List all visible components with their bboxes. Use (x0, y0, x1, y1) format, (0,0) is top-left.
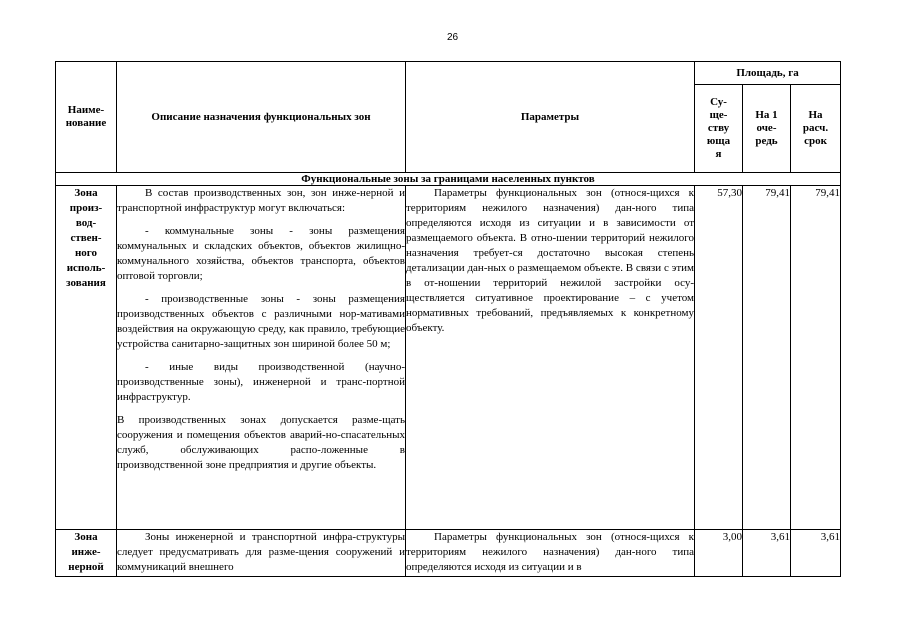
header-area: Площадь, га (695, 62, 841, 85)
zone-description (117, 186, 406, 530)
table-row (56, 186, 841, 530)
description-paragraph: Зоны инженерной и транспортной инфра-структуры следует предусматривать для разме-щения сооружений и коммуникаций внешнего (117, 531, 405, 573)
functional-zones-table (55, 61, 841, 577)
parameters-text: Параметры функциональных зон (относя-щихся к территориям нежилого назначения) дан-ного типа определяются исходя из ситуации и в (406, 531, 694, 573)
description-paragraph: - коммунальные зоны - зоны размещения коммунальных и складских объектов, объектов жилищно-коммунального хозяйства, объектов транспорта, объектов оптовой торговли; (117, 225, 405, 282)
header-first-stage: На 1 оче- редь (743, 85, 791, 173)
header-name: Наиме- нование (56, 62, 117, 173)
header-estimated: На расч. срок (791, 85, 841, 173)
description-paragraph: В производственных зонах допускается разме-щать сооружения и помещения объектов аварий-но-спасательных служб, обслуживающих распо-ложенные в производственной зоне предприятия и другие объекты. (117, 414, 405, 471)
header-description: Описание назначения функциональных зон (117, 62, 406, 173)
description-paragraph: - иные виды производственной (научно-производственные зоны), инженерной и транс-портной инфраструктур. (117, 361, 405, 403)
description-paragraph: - производственные зоны - зоны размещения производственных объектов с различными нор-мативами воздействия на окружающую среду, как правило, требующие устройства санитарно-защитных зон шириной более 50 м; (117, 293, 405, 350)
area-existing: 3,00 (695, 530, 743, 577)
table-row (56, 530, 841, 577)
description-paragraph: В состав производственных зон, зон инже-нерной и транспортной инфраструктур могут включаться: (117, 187, 405, 214)
area-estimated: 3,61 (791, 530, 841, 577)
area-existing: 57,30 (695, 186, 743, 530)
parameters-text: Параметры функциональных зон (относя-щихся к территориям нежилого назначения) дан-ного типа определяются исходя из ситуации и в зависимости от размещаемого объекта. В отно-шении территорий нежилого назначения требует-ся достаточно высокая степень детализации дан-ных о размещаемом объекте. В связи с этим в от-ношении территорий нежилой застройки осу-ществляется ситуативное проектирование – с учетом нормативных требований, предъявляемых к конкретному объекту. (406, 187, 694, 334)
zone-parameters (406, 186, 695, 530)
zone-description (117, 530, 406, 577)
header-parameters: Параметры (406, 62, 695, 173)
section-title: Функциональные зоны за границами населенных пунктов (56, 173, 841, 186)
zone-parameters (406, 530, 695, 577)
area-first-stage: 3,61 (743, 530, 791, 577)
area-estimated: 79,41 (791, 186, 841, 530)
zone-name: Зона произ- вод- ствен- ного исполь- зования (56, 186, 117, 530)
page-number: 26 (446, 32, 459, 43)
area-first-stage: 79,41 (743, 186, 791, 530)
zone-name: Зона инже- нерной (56, 530, 117, 577)
header-existing: Су- ще- ству юща я (695, 85, 743, 173)
